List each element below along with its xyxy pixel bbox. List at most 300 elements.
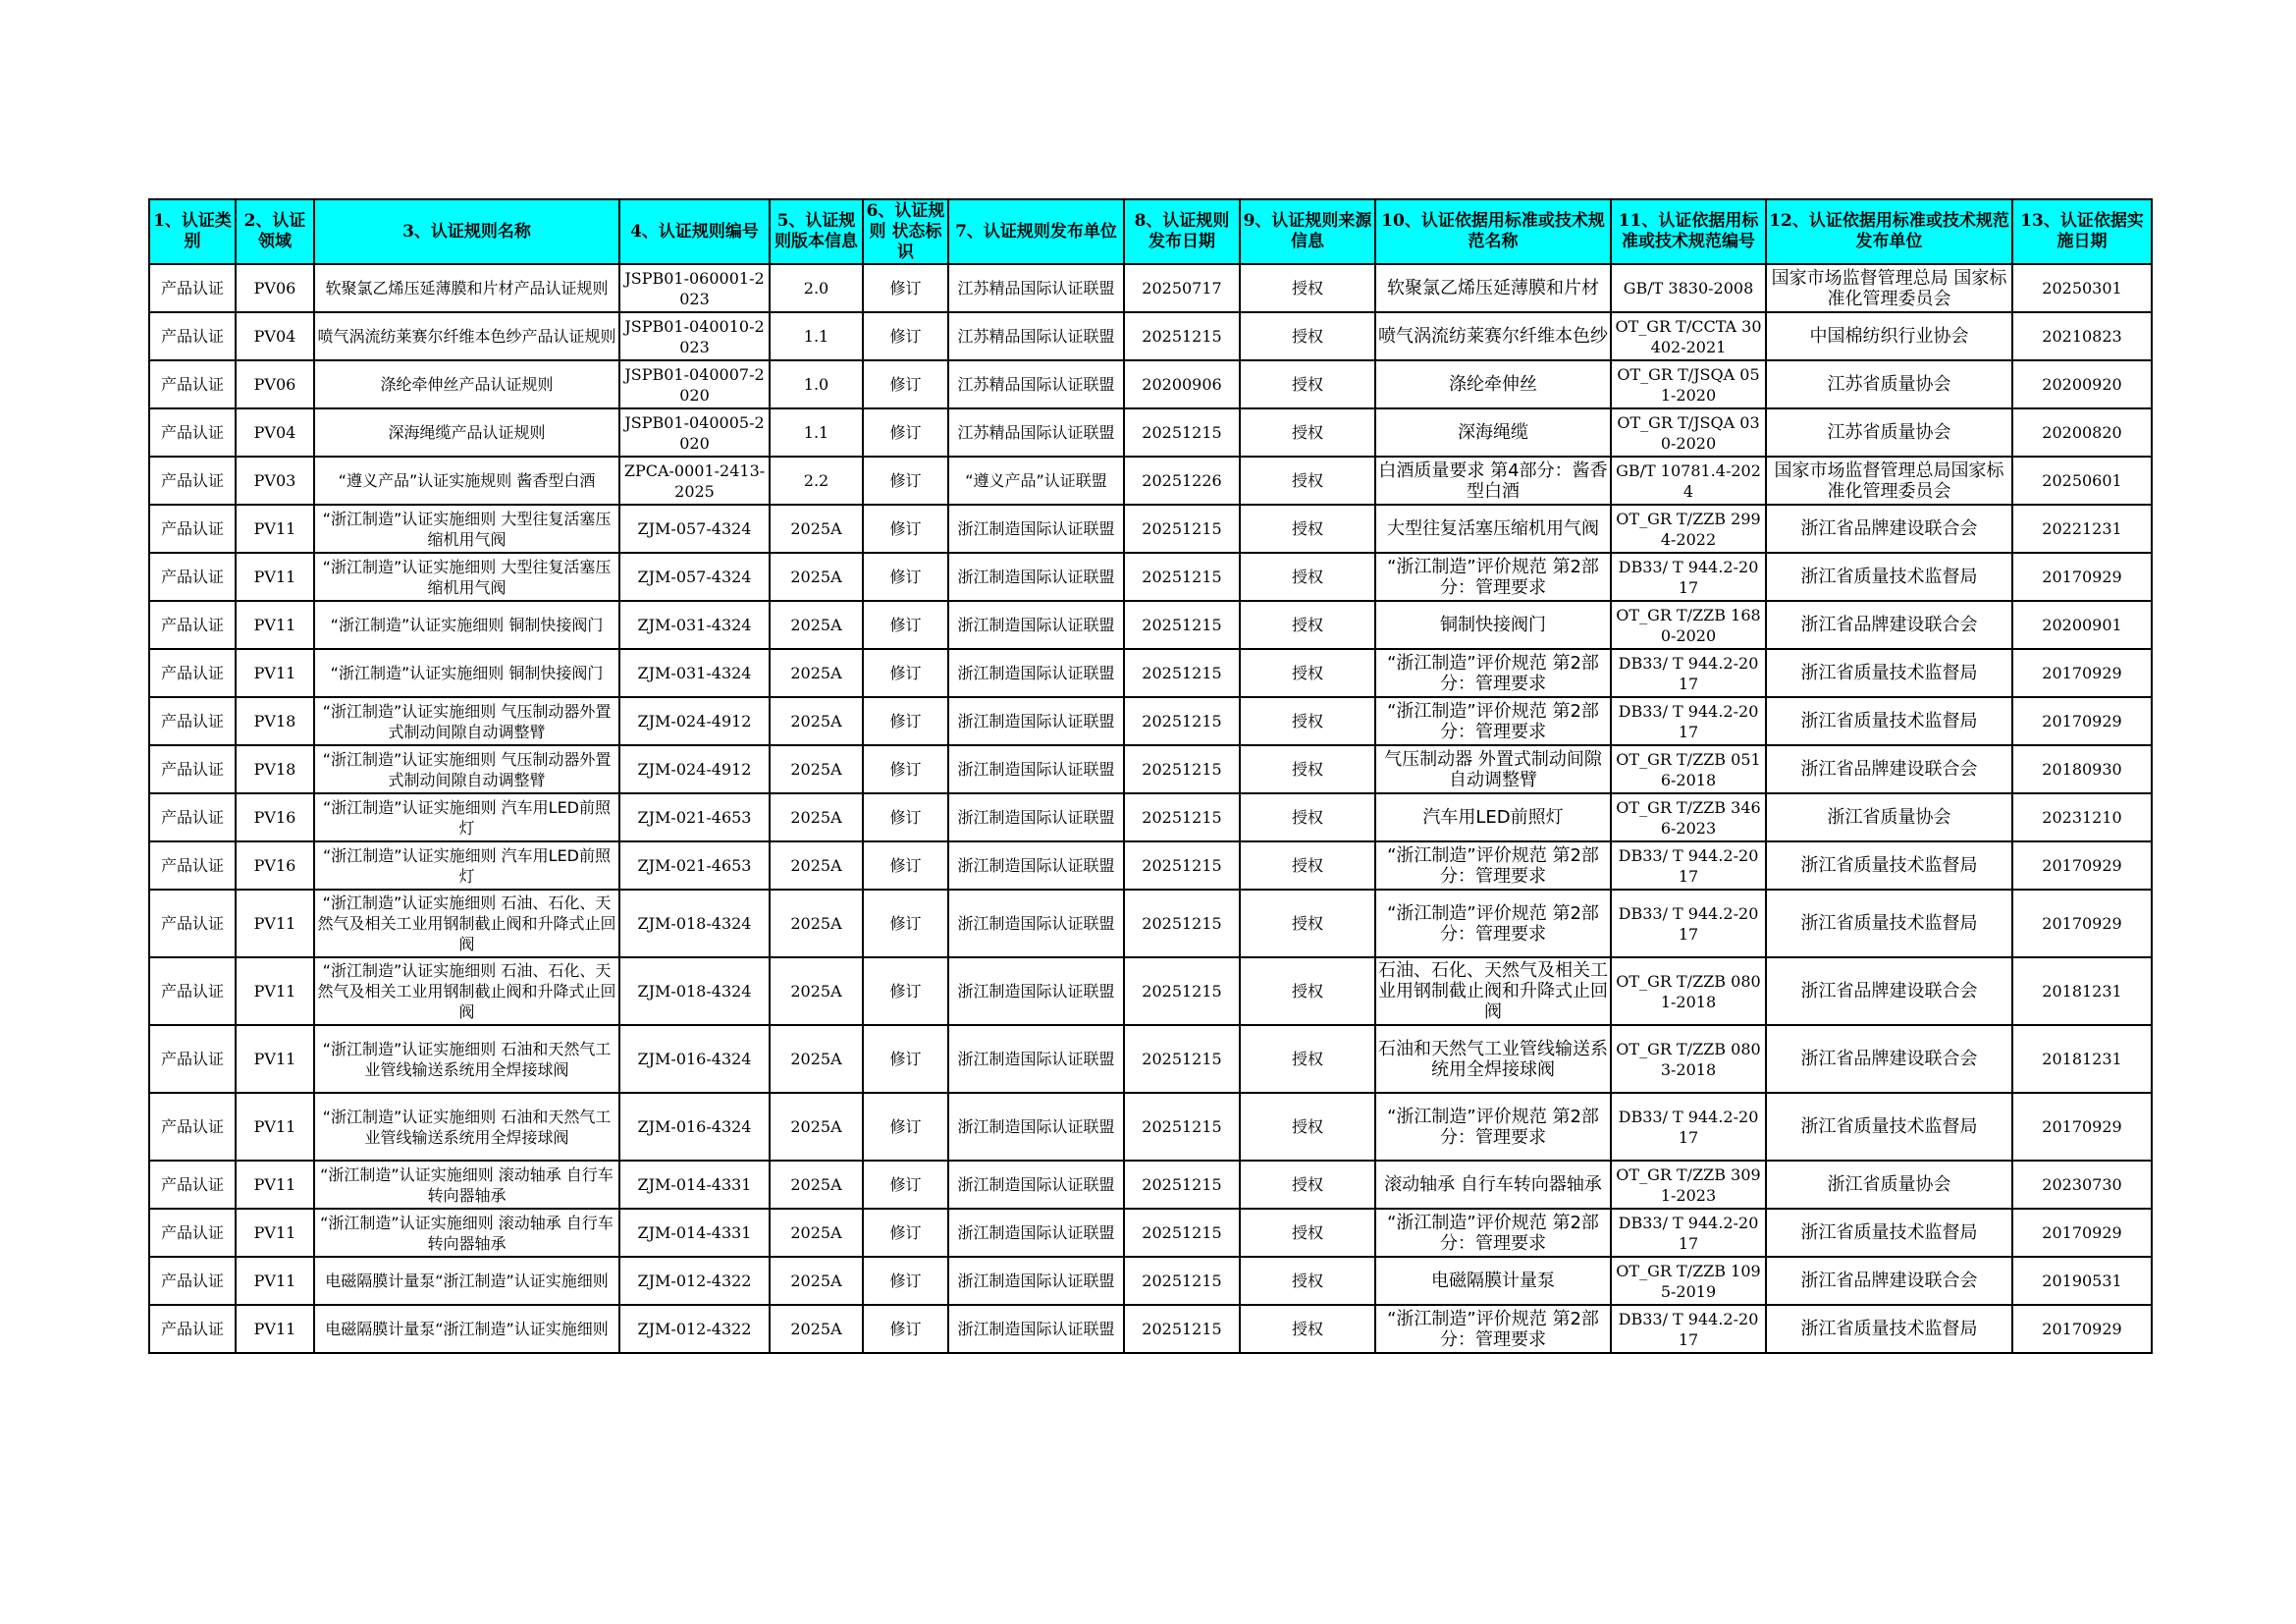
table-body — [149, 264, 2152, 1353]
cell-rule-source: 授权 — [1240, 1305, 1375, 1353]
cell-category: 产品认证 — [149, 264, 236, 312]
cell-rule-publish-date: 20251215 — [1124, 841, 1240, 890]
cell-rule-status: 修订 — [863, 264, 948, 312]
cell-rule-status: 修订 — [863, 601, 948, 649]
cell-category: 产品认证 — [149, 1257, 236, 1305]
cell-rule-number: ZJM-014-4331 — [619, 1161, 770, 1209]
cell-rule-name: “浙江制造”认证实施细则 铜制快接阀门 — [314, 649, 619, 697]
header-rule-version: 5、认证规则版本信息 — [770, 199, 863, 264]
cell-standard-publisher: 浙江省质量技术监督局 — [1766, 553, 2012, 601]
cell-rule-publisher: 浙江制造国际认证联盟 — [948, 957, 1124, 1025]
cell-rule-source: 授权 — [1240, 745, 1375, 793]
header-rule-status: 6、认证规则 状态标识 — [863, 199, 948, 264]
cell-rule-publisher: “遵义产品”认证联盟 — [948, 457, 1124, 505]
cell-rule-publish-date: 20251215 — [1124, 745, 1240, 793]
cell-rule-publisher: 浙江制造国际认证联盟 — [948, 1025, 1124, 1093]
cell-standard-number: OT_GR T/ZZB 1680-2020 — [1611, 601, 1766, 649]
cell-standard-number: OT_GR T/JSQA 030-2020 — [1611, 408, 1766, 457]
header-domain: 2、认证领域 — [236, 199, 314, 264]
cell-standard-name: 白酒质量要求 第4部分：酱香型白酒 — [1375, 457, 1611, 505]
cell-effective-date: 20190531 — [2012, 1257, 2152, 1305]
cell-rule-number: ZJM-031-4324 — [619, 601, 770, 649]
cell-rule-source: 授权 — [1240, 793, 1375, 841]
cell-rule-number: ZJM-018-4324 — [619, 890, 770, 957]
header-category: 1、认证类别 — [149, 199, 236, 264]
cell-domain: PV06 — [236, 264, 314, 312]
cell-standard-publisher: 国家市场监督管理总局 国家标准化管理委员会 — [1766, 264, 2012, 312]
table-row — [149, 505, 2152, 553]
cell-domain: PV16 — [236, 841, 314, 890]
cell-rule-name: “浙江制造”认证实施细则 石油和天然气工业管线输送系统用全焊接球阀 — [314, 1025, 619, 1093]
table-row — [149, 1093, 2152, 1161]
cell-rule-publisher: 浙江制造国际认证联盟 — [948, 793, 1124, 841]
cell-category: 产品认证 — [149, 649, 236, 697]
cell-rule-publisher: 江苏精品国际认证联盟 — [948, 264, 1124, 312]
table-row — [149, 553, 2152, 601]
cell-rule-number: JSPB01-040005-2020 — [619, 408, 770, 457]
cell-rule-publisher: 浙江制造国际认证联盟 — [948, 697, 1124, 745]
cell-rule-status: 修订 — [863, 745, 948, 793]
cell-standard-publisher: 浙江省品牌建设联合会 — [1766, 505, 2012, 553]
cell-rule-source: 授权 — [1240, 1025, 1375, 1093]
cell-effective-date: 20180930 — [2012, 745, 2152, 793]
cell-category: 产品认证 — [149, 793, 236, 841]
cell-domain: PV16 — [236, 793, 314, 841]
cell-category: 产品认证 — [149, 457, 236, 505]
cell-rule-publish-date: 20251215 — [1124, 1257, 1240, 1305]
cell-rule-publisher: 浙江制造国际认证联盟 — [948, 1093, 1124, 1161]
cell-rule-publisher: 浙江制造国际认证联盟 — [948, 1209, 1124, 1257]
cell-rule-publisher: 浙江制造国际认证联盟 — [948, 841, 1124, 890]
cell-effective-date: 20221231 — [2012, 505, 2152, 553]
cell-standard-name: 石油、石化、天然气及相关工业用钢制截止阀和升降式止回阀 — [1375, 957, 1611, 1025]
table-row — [149, 457, 2152, 505]
cell-rule-status: 修订 — [863, 649, 948, 697]
cell-domain: PV11 — [236, 649, 314, 697]
header-rule-name: 3、认证规则名称 — [314, 199, 619, 264]
cell-rule-publish-date: 20251215 — [1124, 1161, 1240, 1209]
cell-standard-number: OT_GR T/ZZB 0516-2018 — [1611, 745, 1766, 793]
cell-standard-publisher: 浙江省质量技术监督局 — [1766, 1305, 2012, 1353]
cell-effective-date: 20200901 — [2012, 601, 2152, 649]
cell-rule-publish-date: 20251215 — [1124, 890, 1240, 957]
cell-standard-name: 喷气涡流纺莱赛尔纤维本色纱 — [1375, 312, 1611, 360]
header-rule-number: 4、认证规则编号 — [619, 199, 770, 264]
cell-domain: PV11 — [236, 553, 314, 601]
cell-standard-publisher: 浙江省品牌建设联合会 — [1766, 957, 2012, 1025]
cell-rule-status: 修订 — [863, 841, 948, 890]
cell-effective-date: 20170929 — [2012, 649, 2152, 697]
cell-rule-publish-date: 20251226 — [1124, 457, 1240, 505]
header-rule-publish-date: 8、认证规则发布日期 — [1124, 199, 1240, 264]
cell-category: 产品认证 — [149, 601, 236, 649]
cell-standard-name: 大型往复活塞压缩机用气阀 — [1375, 505, 1611, 553]
cell-standard-number: DB33/ T 944.2-2017 — [1611, 890, 1766, 957]
cell-rule-publisher: 浙江制造国际认证联盟 — [948, 601, 1124, 649]
cell-rule-source: 授权 — [1240, 553, 1375, 601]
cell-rule-version: 1.0 — [770, 360, 863, 408]
cell-rule-version: 2025A — [770, 505, 863, 553]
table-row — [149, 745, 2152, 793]
cell-rule-publish-date: 20251215 — [1124, 1025, 1240, 1093]
cell-standard-name: 气压制动器 外置式制动间隙自动调整臂 — [1375, 745, 1611, 793]
table-row — [149, 312, 2152, 360]
cell-rule-publish-date: 20251215 — [1124, 957, 1240, 1025]
table-row — [149, 360, 2152, 408]
cell-rule-number: ZJM-018-4324 — [619, 957, 770, 1025]
cell-rule-publish-date: 20251215 — [1124, 1305, 1240, 1353]
cell-rule-source: 授权 — [1240, 264, 1375, 312]
table-row — [149, 793, 2152, 841]
cell-rule-name: 深海绳缆产品认证规则 — [314, 408, 619, 457]
cell-effective-date: 20230730 — [2012, 1161, 2152, 1209]
cell-rule-version: 2025A — [770, 890, 863, 957]
table-row — [149, 841, 2152, 890]
cell-rule-name: “浙江制造”认证实施细则 铜制快接阀门 — [314, 601, 619, 649]
cell-standard-name: 涤纶牵伸丝 — [1375, 360, 1611, 408]
cell-rule-name: “遵义产品”认证实施规则 酱香型白酒 — [314, 457, 619, 505]
cell-standard-name: “浙江制造”评价规范 第2部分：管理要求 — [1375, 697, 1611, 745]
cell-rule-number: ZJM-016-4324 — [619, 1093, 770, 1161]
cell-domain: PV04 — [236, 312, 314, 360]
header-row — [149, 199, 2152, 264]
table-row — [149, 957, 2152, 1025]
cell-rule-number: ZJM-031-4324 — [619, 649, 770, 697]
cell-domain: PV11 — [236, 601, 314, 649]
cell-rule-name: “浙江制造”认证实施细则 汽车用LED前照灯 — [314, 841, 619, 890]
cell-rule-source: 授权 — [1240, 1257, 1375, 1305]
table-row — [149, 1161, 2152, 1209]
cell-standard-publisher: 浙江省质量技术监督局 — [1766, 1209, 2012, 1257]
cell-rule-source: 授权 — [1240, 312, 1375, 360]
cell-rule-name: 涤纶牵伸丝产品认证规则 — [314, 360, 619, 408]
cell-rule-publisher: 浙江制造国际认证联盟 — [948, 1161, 1124, 1209]
cell-rule-status: 修订 — [863, 957, 948, 1025]
table-row — [149, 1025, 2152, 1093]
header-rule-publisher: 7、认证规则发布单位 — [948, 199, 1124, 264]
cell-rule-publish-date: 20251215 — [1124, 312, 1240, 360]
cell-effective-date: 20170929 — [2012, 697, 2152, 745]
table-row — [149, 890, 2152, 957]
cell-standard-name: 软聚氯乙烯压延薄膜和片材 — [1375, 264, 1611, 312]
cell-rule-status: 修订 — [863, 1025, 948, 1093]
cell-rule-publish-date: 20251215 — [1124, 793, 1240, 841]
cell-domain: PV18 — [236, 697, 314, 745]
cell-rule-publish-date: 20251215 — [1124, 1093, 1240, 1161]
table-row — [149, 601, 2152, 649]
cell-rule-version: 2025A — [770, 957, 863, 1025]
cell-effective-date: 20170929 — [2012, 890, 2152, 957]
cell-category: 产品认证 — [149, 745, 236, 793]
cell-effective-date: 20170929 — [2012, 1305, 2152, 1353]
cell-rule-source: 授权 — [1240, 408, 1375, 457]
cell-standard-name: 电磁隔膜计量泵 — [1375, 1257, 1611, 1305]
certification-rules-table — [148, 198, 2153, 1354]
cell-standard-number: DB33/ T 944.2-2017 — [1611, 649, 1766, 697]
cell-category: 产品认证 — [149, 1161, 236, 1209]
cell-rule-name: “浙江制造”认证实施细则 大型往复活塞压缩机用气阀 — [314, 505, 619, 553]
cell-rule-status: 修订 — [863, 890, 948, 957]
cell-rule-number: JSPB01-040010-2023 — [619, 312, 770, 360]
cell-rule-publish-date: 20251215 — [1124, 553, 1240, 601]
cell-rule-source: 授权 — [1240, 360, 1375, 408]
cell-rule-version: 2025A — [770, 601, 863, 649]
cell-standard-name: “浙江制造”评价规范 第2部分：管理要求 — [1375, 890, 1611, 957]
cell-effective-date: 20210823 — [2012, 312, 2152, 360]
cell-domain: PV11 — [236, 1025, 314, 1093]
cell-rule-version: 2.0 — [770, 264, 863, 312]
cell-rule-name: “浙江制造”认证实施细则 石油、石化、天然气及相关工业用钢制截止阀和升降式止回阀 — [314, 890, 619, 957]
cell-standard-number: DB33/ T 944.2-2017 — [1611, 1209, 1766, 1257]
cell-rule-source: 授权 — [1240, 841, 1375, 890]
cell-standard-name: “浙江制造”评价规范 第2部分：管理要求 — [1375, 1209, 1611, 1257]
cell-rule-version: 2025A — [770, 697, 863, 745]
cell-rule-name: “浙江制造”认证实施细则 大型往复活塞压缩机用气阀 — [314, 553, 619, 601]
cell-standard-name: “浙江制造”评价规范 第2部分：管理要求 — [1375, 649, 1611, 697]
cell-rule-version: 1.1 — [770, 408, 863, 457]
cell-effective-date: 20181231 — [2012, 957, 2152, 1025]
cell-effective-date: 20200820 — [2012, 408, 2152, 457]
cell-standard-publisher: 浙江省品牌建设联合会 — [1766, 1025, 2012, 1093]
cell-category: 产品认证 — [149, 957, 236, 1025]
table-row — [149, 649, 2152, 697]
table-row — [149, 1209, 2152, 1257]
cell-rule-number: ZJM-014-4331 — [619, 1209, 770, 1257]
cell-rule-version: 2025A — [770, 1025, 863, 1093]
cell-rule-name: 喷气涡流纺莱赛尔纤维本色纱产品认证规则 — [314, 312, 619, 360]
cell-rule-number: ZJM-012-4322 — [619, 1257, 770, 1305]
cell-rule-publisher: 浙江制造国际认证联盟 — [948, 745, 1124, 793]
cell-category: 产品认证 — [149, 1093, 236, 1161]
cell-standard-publisher: 浙江省质量协会 — [1766, 793, 2012, 841]
cell-rule-number: ZJM-057-4324 — [619, 553, 770, 601]
cell-rule-publish-date: 20251215 — [1124, 505, 1240, 553]
cell-category: 产品认证 — [149, 505, 236, 553]
cell-effective-date: 20231210 — [2012, 793, 2152, 841]
cell-rule-publisher: 浙江制造国际认证联盟 — [948, 1257, 1124, 1305]
cell-rule-status: 修订 — [863, 553, 948, 601]
cell-rule-status: 修订 — [863, 408, 948, 457]
cell-standard-number: OT_GR T/ZZB 2994-2022 — [1611, 505, 1766, 553]
cell-effective-date: 20170929 — [2012, 1209, 2152, 1257]
cell-standard-publisher: 江苏省质量协会 — [1766, 408, 2012, 457]
cell-rule-number: ZJM-021-4653 — [619, 793, 770, 841]
table-header — [149, 199, 2152, 264]
cell-rule-name: “浙江制造”认证实施细则 气压制动器外置式制动间隙自动调整臂 — [314, 745, 619, 793]
cell-standard-number: DB33/ T 944.2-2017 — [1611, 697, 1766, 745]
cell-standard-publisher: 浙江省质量技术监督局 — [1766, 697, 2012, 745]
header-standard-number: 11、认证依据用标准或技术规范编号 — [1611, 199, 1766, 264]
cell-standard-publisher: 浙江省质量技术监督局 — [1766, 841, 2012, 890]
cell-rule-name: 软聚氯乙烯压延薄膜和片材产品认证规则 — [314, 264, 619, 312]
cell-domain: PV03 — [236, 457, 314, 505]
cell-standard-publisher: 浙江省质量技术监督局 — [1766, 649, 2012, 697]
cell-category: 产品认证 — [149, 1305, 236, 1353]
cell-rule-status: 修订 — [863, 360, 948, 408]
cell-standard-number: OT_GR T/CCTA 30402-2021 — [1611, 312, 1766, 360]
cell-rule-status: 修订 — [863, 1093, 948, 1161]
cell-standard-publisher: 中国棉纺织行业协会 — [1766, 312, 2012, 360]
cell-standard-name: 石油和天然气工业管线输送系统用全焊接球阀 — [1375, 1025, 1611, 1093]
cell-rule-version: 2.2 — [770, 457, 863, 505]
cell-rule-publisher: 浙江制造国际认证联盟 — [948, 553, 1124, 601]
cell-rule-version: 2025A — [770, 1093, 863, 1161]
cell-rule-source: 授权 — [1240, 957, 1375, 1025]
cell-rule-publish-date: 20251215 — [1124, 697, 1240, 745]
cell-standard-number: OT_GR T/ZZB 0801-2018 — [1611, 957, 1766, 1025]
cell-standard-number: GB/T 10781.4-2024 — [1611, 457, 1766, 505]
cell-domain: PV11 — [236, 1209, 314, 1257]
cell-rule-status: 修订 — [863, 1161, 948, 1209]
cell-domain: PV06 — [236, 360, 314, 408]
cell-category: 产品认证 — [149, 890, 236, 957]
cell-standard-number: OT_GR T/JSQA 051-2020 — [1611, 360, 1766, 408]
cell-rule-name: “浙江制造”认证实施细则 滚动轴承 自行车转向器轴承 — [314, 1161, 619, 1209]
cell-standard-publisher: 国家市场监督管理总局国家标准化管理委员会 — [1766, 457, 2012, 505]
cell-rule-source: 授权 — [1240, 1209, 1375, 1257]
cell-effective-date: 20250601 — [2012, 457, 2152, 505]
cell-standard-number: DB33/ T 944.2-2017 — [1611, 1305, 1766, 1353]
cell-rule-version: 2025A — [770, 841, 863, 890]
cell-rule-number: ZJM-012-4322 — [619, 1305, 770, 1353]
cell-rule-source: 授权 — [1240, 890, 1375, 957]
cell-standard-number: OT_GR T/ZZB 3466-2023 — [1611, 793, 1766, 841]
cell-domain: PV11 — [236, 1305, 314, 1353]
cell-rule-publisher: 江苏精品国际认证联盟 — [948, 360, 1124, 408]
cell-rule-status: 修订 — [863, 697, 948, 745]
cell-rule-publisher: 浙江制造国际认证联盟 — [948, 1305, 1124, 1353]
cell-standard-number: DB33/ T 944.2-2017 — [1611, 1093, 1766, 1161]
cell-effective-date: 20200920 — [2012, 360, 2152, 408]
cell-standard-publisher: 浙江省质量协会 — [1766, 1161, 2012, 1209]
cell-domain: PV11 — [236, 957, 314, 1025]
cell-category: 产品认证 — [149, 408, 236, 457]
cell-rule-number: ZJM-021-4653 — [619, 841, 770, 890]
cell-rule-version: 2025A — [770, 1305, 863, 1353]
cell-rule-publish-date: 20250717 — [1124, 264, 1240, 312]
cell-standard-name: 铜制快接阀门 — [1375, 601, 1611, 649]
cell-rule-version: 2025A — [770, 1209, 863, 1257]
cell-domain: PV11 — [236, 890, 314, 957]
cell-effective-date: 20170929 — [2012, 1093, 2152, 1161]
cell-rule-publisher: 浙江制造国际认证联盟 — [948, 505, 1124, 553]
cell-rule-version: 2025A — [770, 745, 863, 793]
cell-category: 产品认证 — [149, 841, 236, 890]
cell-domain: PV11 — [236, 1257, 314, 1305]
cell-standard-number: OT_GR T/ZZB 1095-2019 — [1611, 1257, 1766, 1305]
cell-rule-name: 电磁隔膜计量泵“浙江制造”认证实施细则 — [314, 1305, 619, 1353]
cell-effective-date: 20250301 — [2012, 264, 2152, 312]
cell-rule-source: 授权 — [1240, 1093, 1375, 1161]
cell-category: 产品认证 — [149, 553, 236, 601]
table-row — [149, 1305, 2152, 1353]
cell-effective-date: 20170929 — [2012, 841, 2152, 890]
cell-standard-name: 汽车用LED前照灯 — [1375, 793, 1611, 841]
cell-rule-publisher: 浙江制造国际认证联盟 — [948, 649, 1124, 697]
cell-standard-number: DB33/ T 944.2-2017 — [1611, 553, 1766, 601]
cell-rule-version: 2025A — [770, 793, 863, 841]
cell-rule-version: 1.1 — [770, 312, 863, 360]
cell-rule-source: 授权 — [1240, 505, 1375, 553]
cell-rule-name: 电磁隔膜计量泵“浙江制造”认证实施细则 — [314, 1257, 619, 1305]
cell-rule-number: ZPCA-0001-2413-2025 — [619, 457, 770, 505]
cell-rule-name: “浙江制造”认证实施细则 气压制动器外置式制动间隙自动调整臂 — [314, 697, 619, 745]
cell-standard-publisher: 浙江省质量技术监督局 — [1766, 1093, 2012, 1161]
cell-standard-name: “浙江制造”评价规范 第2部分：管理要求 — [1375, 841, 1611, 890]
table-row — [149, 408, 2152, 457]
cell-standard-number: OT_GR T/ZZB 0803-2018 — [1611, 1025, 1766, 1093]
cell-rule-version: 2025A — [770, 1161, 863, 1209]
cell-standard-name: 深海绳缆 — [1375, 408, 1611, 457]
cell-rule-source: 授权 — [1240, 697, 1375, 745]
cell-rule-publish-date: 20251215 — [1124, 1209, 1240, 1257]
cell-standard-name: “浙江制造”评价规范 第2部分：管理要求 — [1375, 553, 1611, 601]
cell-rule-source: 授权 — [1240, 1161, 1375, 1209]
cell-rule-status: 修订 — [863, 457, 948, 505]
cell-rule-status: 修订 — [863, 793, 948, 841]
cell-rule-number: ZJM-016-4324 — [619, 1025, 770, 1093]
cell-rule-name: “浙江制造”认证实施细则 石油和天然气工业管线输送系统用全焊接球阀 — [314, 1093, 619, 1161]
cell-rule-name: “浙江制造”认证实施细则 汽车用LED前照灯 — [314, 793, 619, 841]
cell-rule-version: 2025A — [770, 553, 863, 601]
cell-standard-publisher: 浙江省品牌建设联合会 — [1766, 601, 2012, 649]
cell-rule-status: 修订 — [863, 1257, 948, 1305]
cell-category: 产品认证 — [149, 697, 236, 745]
cell-standard-number: OT_GR T/ZZB 3091-2023 — [1611, 1161, 1766, 1209]
cell-standard-number: DB33/ T 944.2-2017 — [1611, 841, 1766, 890]
cell-rule-number: JSPB01-040007-2020 — [619, 360, 770, 408]
cell-rule-source: 授权 — [1240, 601, 1375, 649]
cell-rule-publish-date: 20251215 — [1124, 408, 1240, 457]
cell-effective-date: 20181231 — [2012, 1025, 2152, 1093]
header-standard-name: 10、认证依据用标准或技术规范名称 — [1375, 199, 1611, 264]
cell-rule-number: ZJM-057-4324 — [619, 505, 770, 553]
cell-standard-publisher: 浙江省品牌建设联合会 — [1766, 1257, 2012, 1305]
cell-rule-number: JSPB01-060001-2023 — [619, 264, 770, 312]
header-standard-publisher: 12、认证依据用标准或技术规范发布单位 — [1766, 199, 2012, 264]
cell-rule-publisher: 浙江制造国际认证联盟 — [948, 890, 1124, 957]
header-effective-date: 13、认证依据实施日期 — [2012, 199, 2152, 264]
cell-domain: PV18 — [236, 745, 314, 793]
cell-domain: PV11 — [236, 1093, 314, 1161]
cell-rule-number: ZJM-024-4912 — [619, 745, 770, 793]
cell-rule-publisher: 江苏精品国际认证联盟 — [948, 408, 1124, 457]
cell-domain: PV04 — [236, 408, 314, 457]
cell-standard-name: “浙江制造”评价规范 第2部分：管理要求 — [1375, 1305, 1611, 1353]
cell-domain: PV11 — [236, 505, 314, 553]
cell-rule-publisher: 江苏精品国际认证联盟 — [948, 312, 1124, 360]
cell-rule-name: “浙江制造”认证实施细则 石油、石化、天然气及相关工业用钢制截止阀和升降式止回阀 — [314, 957, 619, 1025]
cell-standard-name: 滚动轴承 自行车转向器轴承 — [1375, 1161, 1611, 1209]
table-row — [149, 697, 2152, 745]
cell-standard-publisher: 江苏省质量协会 — [1766, 360, 2012, 408]
cell-category: 产品认证 — [149, 312, 236, 360]
cell-domain: PV11 — [236, 1161, 314, 1209]
cell-rule-number: ZJM-024-4912 — [619, 697, 770, 745]
cell-category: 产品认证 — [149, 1025, 236, 1093]
table-row — [149, 264, 2152, 312]
cell-rule-source: 授权 — [1240, 457, 1375, 505]
cell-standard-number: GB/T 3830-2008 — [1611, 264, 1766, 312]
cell-category: 产品认证 — [149, 1209, 236, 1257]
cell-rule-version: 2025A — [770, 649, 863, 697]
cell-rule-publish-date: 20200906 — [1124, 360, 1240, 408]
cell-standard-name: “浙江制造”评价规范 第2部分：管理要求 — [1375, 1093, 1611, 1161]
cell-rule-status: 修订 — [863, 505, 948, 553]
cell-rule-status: 修订 — [863, 1209, 948, 1257]
cell-rule-publish-date: 20251215 — [1124, 601, 1240, 649]
header-rule-source: 9、认证规则来源信息 — [1240, 199, 1375, 264]
